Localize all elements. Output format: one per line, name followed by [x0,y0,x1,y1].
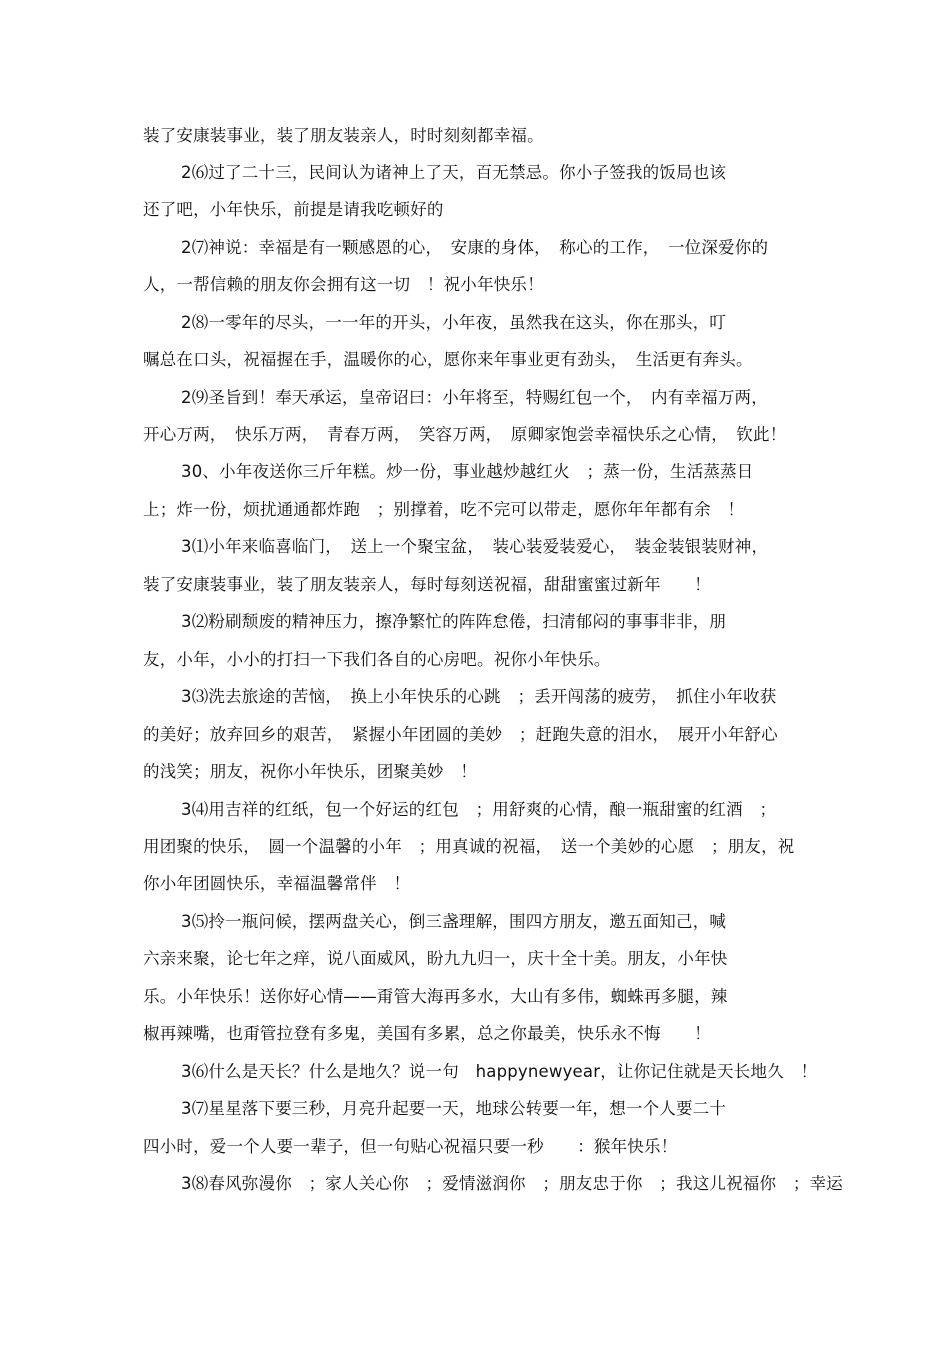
text-line: 2⑺神说：幸福是有一颗感恩的心， 安康的身体， 称心的工作， 一位深爱你的 [181,238,769,257]
text-line: 3⑴小年来临喜临门， 送上一个聚宝盆， 装心装爱装爱心， 装金装银装财神， [181,537,769,556]
text-line: 2⑹过了二十三，民间认为诸神上了天，百无禁忌。你小子签我的饭局也该 [181,163,727,182]
text-line: 3⑺星星落下要三秒，月亮升起要一天，地球公转要一年，想一个人要二十 [181,1099,727,1118]
text-line: 嘱总在口头，祝福握在手，温暖你的心，愿你来年事业更有劲头， 生活更有奔头。 [143,350,753,369]
text-line: 3⑸拎一瓶问候，摆两盘关心，倒三盏理解，围四方朋友，邀五面知己，喊 [181,912,727,931]
text-line: 乐。小年快乐！送你好心情——甭管大海再多水，大山有多伟，蜘蛛再多腿，辣 [143,987,728,1006]
text-line: 3⑹什么是天长？什么是地久？说一句 happynewyear，让你记住就是天长地久 ！ [181,1062,818,1081]
text-line: 四小时，爱一个人要一辈子，但一句贴心祝福只要一秒 ：猴年快乐！ [143,1137,678,1156]
text-line: 上；炸一份，烦扰通通都炸跑 ；别撑着，吃不完可以带走，愿你年年都有余 ！ [143,500,745,519]
text-line: 六亲来聚，论七年之痒，说八面威风，盼九九归一，庆十全十美。朋友，小年快 [143,949,728,968]
text-line: 椒再辣嘴，也甭管拉登有多鬼，美国有多累，总之你最美，快乐永不悔 ！ [143,1024,711,1043]
text-line: 人，一帮信赖的朋友你会拥有这一切 ！祝小年快乐！ [143,275,544,294]
text-line: 2⑼圣旨到！奉天承运，皇帝诏曰：小年将至，特赐红包一个， 内有幸福万两， [181,388,768,407]
text-line: 你小年团圆快乐，幸福温馨常伴 ！ [143,874,411,893]
text-line: 友，小年，小小的打扫一下我们各自的心房吧。祝你小年快乐。 [143,650,611,669]
text-line: 的美好；放弃回乡的艰苦， 紧握小年团圆的美妙 ；赶跑失意的泪水， 展开小年舒心 [143,725,778,744]
text-line: 3⑻春风弥漫你 ；家人关心你 ；爱情滋润你 ；朋友忠于你 ；我这儿祝福你 ；幸运 [181,1174,843,1193]
text-line: 30、小年夜送你三斤年糕。炒一份，事业越炒越红火 ；蒸一份，生活蒸蒸日 [181,462,754,481]
text-line: 3⑷用吉祥的红纸，包一个好运的红包 ；用舒爽的心情，酿一瓶甜蜜的红酒 ； [181,800,777,819]
text-line: 开心万两， 快乐万两， 青春万两， 笑容万两， 原卿家饱尝幸福快乐之心情， 钦此！ [143,425,787,444]
text-line: 用团聚的快乐， 圆一个温馨的小年 ；用真诚的祝福， 送一个美妙的心愿 ；朋友，祝 [143,837,795,856]
text-line: 2⑻一零年的尽头，一一年的开头，小年夜，虽然我在这头，你在那头，叮 [181,313,727,332]
text-line: 3⑵粉刷颓废的精神压力，擦净繁忙的阵阵怠倦，扫清郁闷的事事非非，朋 [181,612,727,631]
text-line: 装了安康装事业，装了朋友装亲人，时时刻刻都幸福。 [143,126,544,145]
text-line: 3⑶洗去旅途的苦恼， 换上小年快乐的心跳 ；丢开闯荡的疲劳， 抓住小年收获 [181,687,777,706]
text-line: 装了安康装事业，装了朋友装亲人，每时每刻送祝福，甜甜蜜蜜过新年 ！ [143,575,711,594]
text-line: 的浅笑；朋友，祝你小年快乐，团聚美妙 ！ [143,762,477,781]
text-line: 还了吧，小年快乐，前提是请我吃顿好的 [143,200,444,219]
